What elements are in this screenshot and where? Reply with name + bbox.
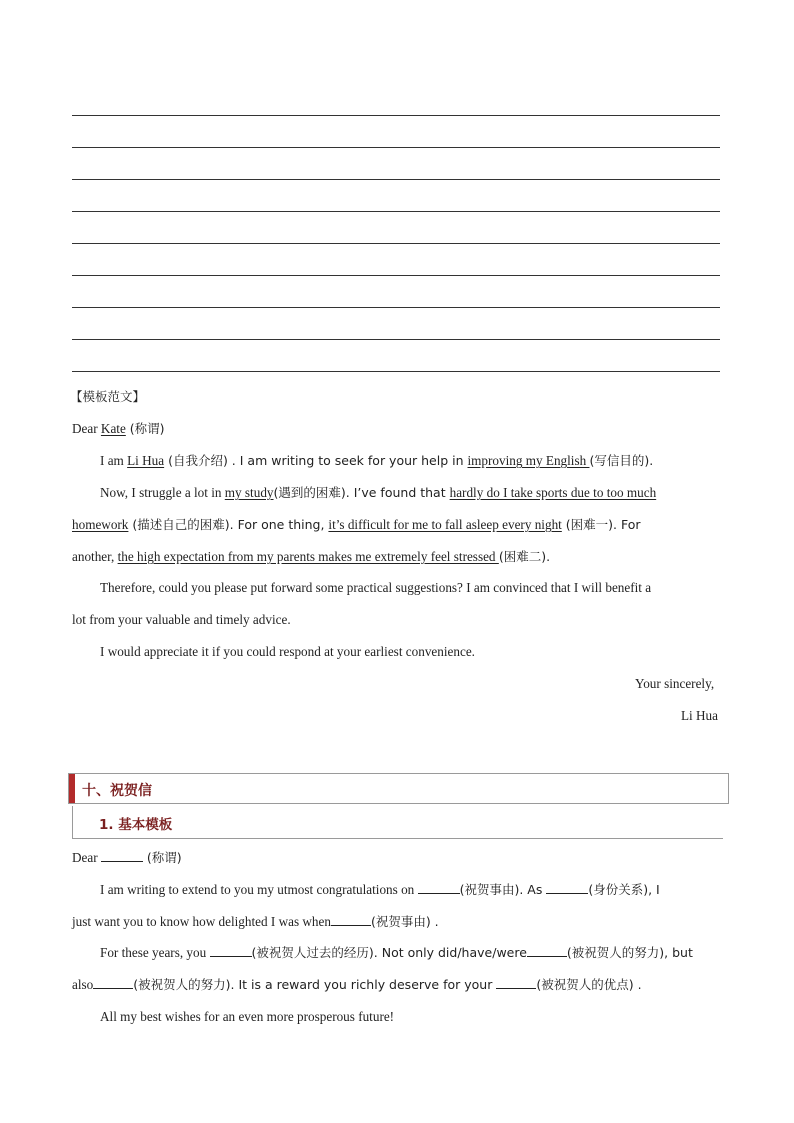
writing-line: [72, 364, 720, 378]
section-heading-accent-bar: [69, 774, 75, 803]
sample-label: 【模板范文】: [70, 389, 146, 404]
template-paragraph-1-line-2: just want you to know how delighted I was when (祝贺事由) .: [72, 914, 439, 929]
sample-paragraph-2-line-1: Now, I struggle a lot in my study(遇到的困难). I’ve found that hardly do I take sports due to too much: [100, 485, 657, 500]
fill-blank[interactable]: [210, 944, 252, 957]
sample-paragraph-2-line-3: another, the high expectation from my parents makes me extremely feel stressed (困难二).: [72, 549, 551, 564]
fill-blank[interactable]: [101, 849, 143, 862]
sub-heading: 1. 基本模板: [99, 817, 173, 833]
fill-blank[interactable]: [496, 976, 536, 989]
fill-blank[interactable]: [527, 944, 567, 957]
writing-line: [72, 332, 720, 346]
sample-paragraph-3-line-2: lot from your valuable and timely advice.: [72, 612, 291, 627]
template-paragraph-2-line-1: For these years, you (被祝贺人过去的经历). Not only did/have/were (被祝贺人的努力), but: [100, 945, 693, 960]
template-paragraph-1-line-1: I am writing to extend to you my utmost congratulations on (祝贺事由). As (身份关系), I: [100, 882, 660, 897]
writing-line: [72, 140, 720, 154]
fill-blank[interactable]: [331, 913, 371, 926]
sample-paragraph-4: I would appreciate it if you could respond at your earliest convenience.: [100, 644, 475, 659]
writing-line: [72, 236, 720, 250]
writing-line: [72, 204, 720, 218]
template-paragraph-3: All my best wishes for an even more prosperous future!: [100, 1009, 395, 1024]
writing-line: [72, 172, 720, 186]
fill-blank[interactable]: [418, 881, 460, 894]
template-paragraph-2-line-2: also (被祝贺人的努力). It is a reward you richly deserve for your (被祝贺人的优点) .: [72, 977, 642, 992]
fill-blank[interactable]: [546, 881, 588, 894]
section-heading-box: [68, 773, 729, 804]
sample-paragraph-1: I am Li Hua (自我介绍) . I am writing to seek for your help in improving my English (写信目的).: [100, 453, 654, 468]
sample-signature: Li Hua: [681, 708, 718, 723]
fill-blank[interactable]: [93, 976, 133, 989]
sub-heading-box: [72, 806, 723, 839]
writing-line: [72, 300, 720, 314]
section-heading: 十、祝贺信: [82, 783, 152, 799]
sample-salutation: Dear Kate (称谓): [72, 421, 165, 436]
writing-line: [72, 108, 720, 122]
sample-paragraph-3-line-1: Therefore, could you please put forward some practical suggestions? I am convinced that I will benefit a: [100, 580, 652, 595]
writing-line: [72, 268, 720, 282]
sample-paragraph-2-line-2: homework (描述自己的困难). For one thing, it’s difficult for me to fall asleep every night (困难一). For: [72, 517, 641, 532]
template-salutation: Dear (称谓): [72, 850, 182, 865]
sample-closing: Your sincerely,: [635, 676, 715, 691]
